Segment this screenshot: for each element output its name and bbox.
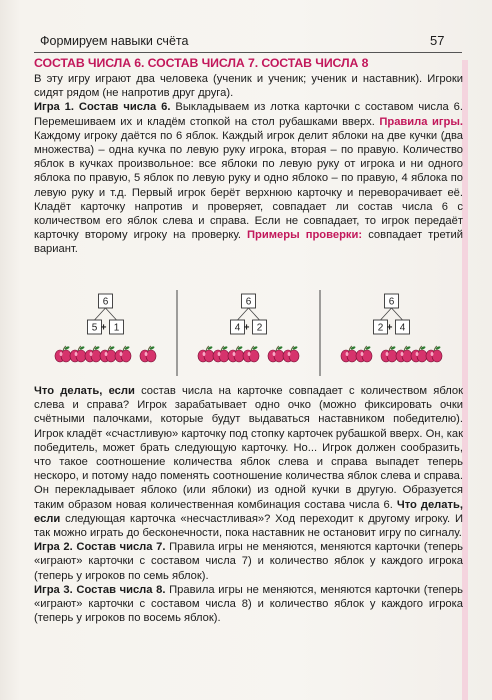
connector-line bbox=[392, 308, 403, 320]
game1-examples-title: Примеры проверки: bbox=[247, 229, 363, 242]
what-to-do-title2: Что делать, если bbox=[34, 498, 463, 525]
apple-icon bbox=[411, 346, 427, 362]
apple-icon bbox=[243, 346, 259, 362]
plus-sign: + bbox=[386, 322, 393, 334]
apple-icon bbox=[381, 346, 397, 362]
apple-icon bbox=[70, 346, 86, 362]
card-total-value: 6 bbox=[245, 296, 252, 308]
game3-title: Игра 3. Состав числа 8. bbox=[34, 583, 166, 596]
apple-icon bbox=[228, 346, 244, 362]
apple-icon bbox=[426, 346, 442, 362]
card-left-value: 5 bbox=[91, 322, 98, 334]
what-to-do-text2: следующая карточка «несчастливая»? Ход переходит к другому игроку. И так можно играть до бесконечности, пока наставник не остановит игру по сигналу. bbox=[34, 512, 463, 540]
example-3 bbox=[341, 294, 442, 362]
connector-line bbox=[95, 308, 106, 320]
plus-sign: + bbox=[100, 322, 107, 334]
connector-line bbox=[381, 308, 392, 320]
apple-icon bbox=[100, 346, 116, 362]
connector-line bbox=[106, 308, 117, 320]
game3-paragraph bbox=[34, 583, 463, 626]
card-total-value: 6 bbox=[388, 296, 395, 308]
apple-icon bbox=[341, 346, 357, 362]
game3-text: Правила игры не меняются, меняются карточки (теперь «играют» карточки с составом числа 8) и количество яблок у каждого игрока (теперь у игроков по восемь яблок). bbox=[34, 583, 463, 625]
apple-icon bbox=[356, 346, 372, 362]
connector-line bbox=[238, 308, 249, 320]
what-to-do-text1: состав числа на карточке совпадает с количеством яблок слева и справа? Игрок зарабатывает одно очко (можно фиксировать очки счётными палочками, которые будут выдаваться наставником победителю). Игрок кладёт «счастливую» карточку под стопку карточек рубашкой вверх. Он, как победитель, может брать следующую карточку. Но... Игрок должен сообразить, что такое соотношение количества яблок слева и справа выпадет теперь нескоро, и потому надо поменять соотношение количества яблок слева и справа. Он перекладывает яблоко (или яблоки) из одной кучки в другую. Образуется таким образом новая количественная комбинация состава числа 6. bbox=[34, 385, 463, 511]
game2-title: Игра 2. Состав числа 7. bbox=[34, 541, 166, 554]
apple-icon bbox=[396, 346, 412, 362]
header-divider bbox=[34, 52, 462, 53]
game1-text1: Выкладываем из лотка карточки с составом числа 6. Перемешиваем их и кладём стопкой на стол рубашками вверх. bbox=[34, 101, 463, 128]
card-left-value: 4 bbox=[234, 322, 241, 334]
section-heading: СОСТАВ ЧИСЛА 6. СОСТАВ ЧИСЛА 7. СОСТАВ ЧИСЛА 8 bbox=[34, 56, 369, 70]
plus-sign: + bbox=[243, 322, 250, 334]
what-to-do-paragraph bbox=[34, 384, 463, 540]
rules-block bbox=[34, 384, 463, 625]
intro-text: В эту игру играют два человека (ученик и ученик; ученик и наставник). Игроки сидят рядом (не напротив друг друга). bbox=[34, 73, 463, 100]
what-to-do-title1: Что делать, если bbox=[34, 385, 135, 397]
apple-icon bbox=[268, 346, 284, 362]
card-left-value: 2 bbox=[377, 322, 384, 334]
apple-icon bbox=[198, 346, 214, 362]
game1-paragraph bbox=[34, 100, 463, 256]
game1-text3: совпадает третий вариант. bbox=[34, 229, 463, 256]
examples-illustration bbox=[34, 290, 463, 380]
game1-rules-title: Правила игры. bbox=[379, 115, 463, 128]
apple-icon bbox=[115, 346, 131, 362]
game1-title: Игра 1. Состав числа 6. bbox=[34, 101, 171, 114]
game1-text2: Каждому игроку даётся по 6 яблок. Каждый игрок делит яблоки на две кучки (два множества) – одна кучка по левую руку игрока, вторая – по правую. Количество яблок в кучках произвольное: все яблоки по левую руку от игрока и ни одного яблока по правую, 5 яблок по левую руку и одно яблоко – по правую, 4 яблока по левую руку и т.д. Первый игрок берёт верхнюю карточку и переворачивает её. Кладёт карточку напротив и проверяет, совпадает ли состав числа 6 с количеством его яблок слева и справа. Если не совпадает, то игрок передаёт карточку второму игроку на проверку. bbox=[34, 129, 463, 242]
game2-paragraph bbox=[34, 540, 463, 583]
apple-icon bbox=[140, 346, 156, 362]
card-total-value: 6 bbox=[102, 296, 109, 308]
header-title: Формируем навыки счёта bbox=[40, 34, 189, 48]
card-right-value: 2 bbox=[256, 322, 263, 334]
apple-icon bbox=[213, 346, 229, 362]
card-right-value: 4 bbox=[399, 322, 406, 334]
example-1 bbox=[55, 294, 156, 362]
apple-icon bbox=[283, 346, 299, 362]
connector-line bbox=[249, 308, 260, 320]
apple-icon bbox=[85, 346, 101, 362]
game2-text: Правила игры не меняются, меняются карточки (теперь «играют» карточки с составом числа 7) и количество яблок у каждого игрока (теперь у игроков по семь яблок). bbox=[34, 541, 463, 582]
page-number: 57 bbox=[430, 33, 445, 48]
intro-block bbox=[34, 72, 463, 257]
apple-icon bbox=[55, 346, 71, 362]
example-2 bbox=[198, 294, 299, 362]
card-right-value: 1 bbox=[113, 322, 120, 334]
